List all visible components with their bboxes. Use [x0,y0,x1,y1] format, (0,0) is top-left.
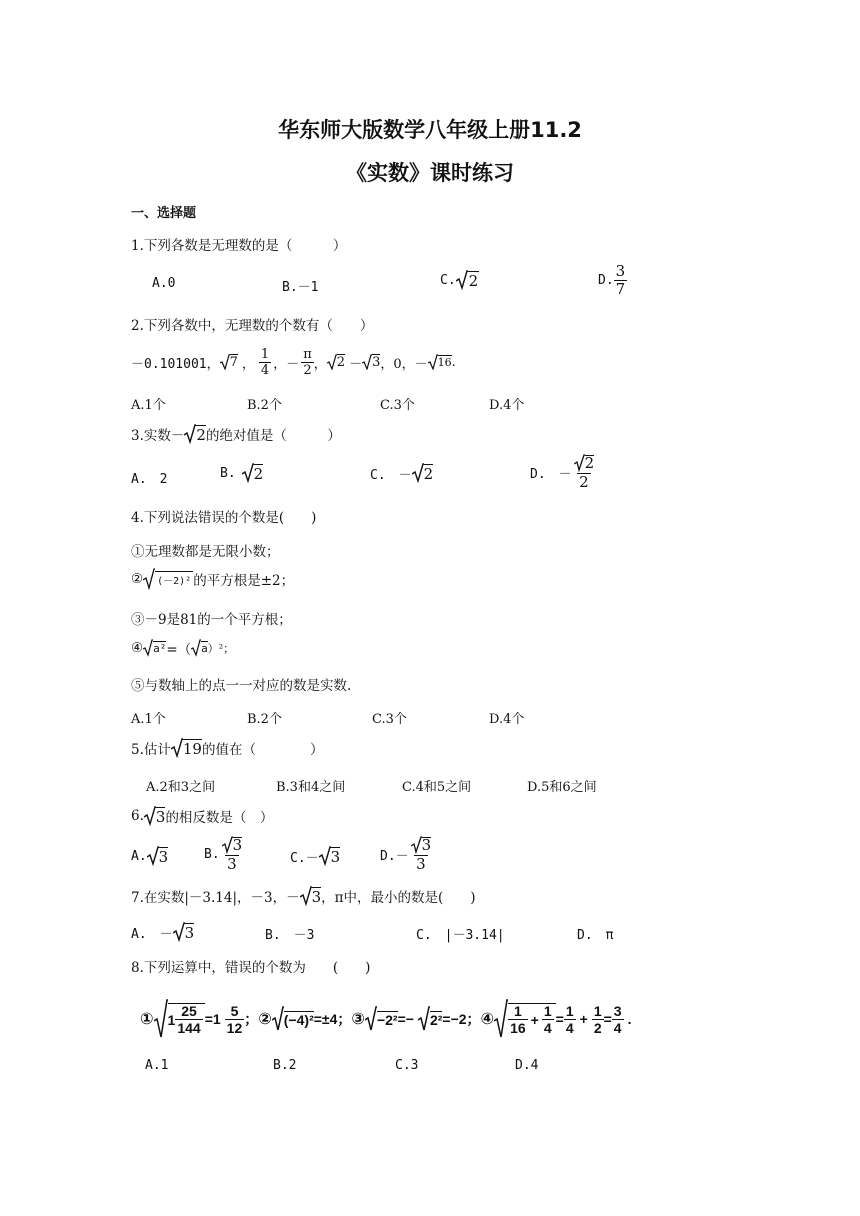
q2-option-b: B.2个 [247,398,282,413]
q1-option-a: A.0 [152,276,176,291]
q2-option-c: C.3个 [380,398,415,413]
q7-option-b: B. －3 [265,928,315,943]
q6-stem: 6. 3 的相反数是（ ） [131,807,274,826]
q6-option-a: A. 3 [131,847,169,866]
q5-stem: 5.估计 19 的值在（ ） [131,739,324,758]
q4-statement-5: ⑤与数轴上的点一一对应的数是实数. [131,678,352,694]
q4-statement-4: ④ a² =（ a ）²； [131,640,235,658]
q4-statement-2: ② (－2)² 的平方根是±2； [131,571,295,589]
q4-option-d: D.4个 [489,712,525,727]
sqrt-symbol [456,270,468,290]
q6-option-d: D.－ $\frac{3}{3}$ [380,836,432,873]
q8-option-a: A.1 [145,1058,169,1073]
q6-option-c: C.－ 3 [290,847,341,866]
q2-option-d: D.4个 [489,398,525,413]
q1-option-b: B.－1 [282,280,319,295]
q5-option-c: C.4和5之间 [402,780,472,795]
q8-option-d: D.4 [515,1058,539,1073]
q8-formula: ① 1 $\frac{25}{144}$ =1 $\frac{5}{12}$ ； ② (−4)² =±4 ； ③ −2² =− 2² =−2 ； ④ $\frac{1}{16}$ + $\frac{1}{4}$ = $\frac{1}{4}$ + $\frac{1}{2}$ = $\frac{3}{4}$ . [140,994,631,1044]
q3-stem: 3.实数－ 2 的绝对值是（ ） [131,425,341,444]
section-heading: 一、选择题 [131,206,197,221]
q8-option-b: B.2 [273,1058,297,1073]
q4-statement-3: ③－9是81的一个平方根； [131,612,292,628]
q3-option-b: B. 2 [220,464,264,483]
q8-stem: 8.下列运算中，错误的个数为 ( ) [131,960,371,976]
q3-option-a: A. 2 [131,472,168,487]
q4-statement-1: ①无理数都是无限小数； [131,544,280,560]
q1-stem: 1.下列各数是无理数的是（ ） [131,238,347,254]
page-title: 华东师大版数学八年级上册11.2 [278,118,582,142]
q3-option-c: C. － 2 [370,464,434,483]
q7-option-d: D. π [577,928,614,943]
q5-option-a: A.2和3之间 [146,780,216,795]
q4-option-c: C.3个 [372,712,407,727]
q3-option-d: D. － $\frac{2}{2}$ [530,454,595,491]
q2-stem: 2.下列各数中，无理数的个数有（ ） [131,318,374,334]
q6-option-b: B. $\frac{3}{3}$ [204,836,243,873]
q2-option-a: A.1个 [131,398,166,413]
page-subtitle: 《实数》课时练习 [346,161,514,185]
q4-option-a: A.1个 [131,712,166,727]
q4-stem: 4.下列说法错误的个数是( ) [131,510,317,526]
q8-option-c: C.3 [395,1058,419,1073]
q4-option-b: B.2个 [247,712,282,727]
q5-option-b: B.3和4之间 [276,780,346,795]
q7-stem: 7.在实数|－3.14|，－3，－ 3 ，π中，最小的数是( ) [131,887,476,906]
q1-option-d: D. $\frac{3}{7}$ [598,262,626,298]
q2-numbers: －0.101001， 7 ， $\frac{1}{4}$ ，－ $\frac{\pi}{2}$ ， 2 － 3 ，0，－ 16 . [131,346,456,378]
q5-option-d: D.5和6之间 [527,780,597,795]
q7-option-a: A. － 3 [131,923,195,942]
q7-option-c: C. |－3.14| [416,928,505,943]
q1-option-c: C. 2 [440,271,479,290]
